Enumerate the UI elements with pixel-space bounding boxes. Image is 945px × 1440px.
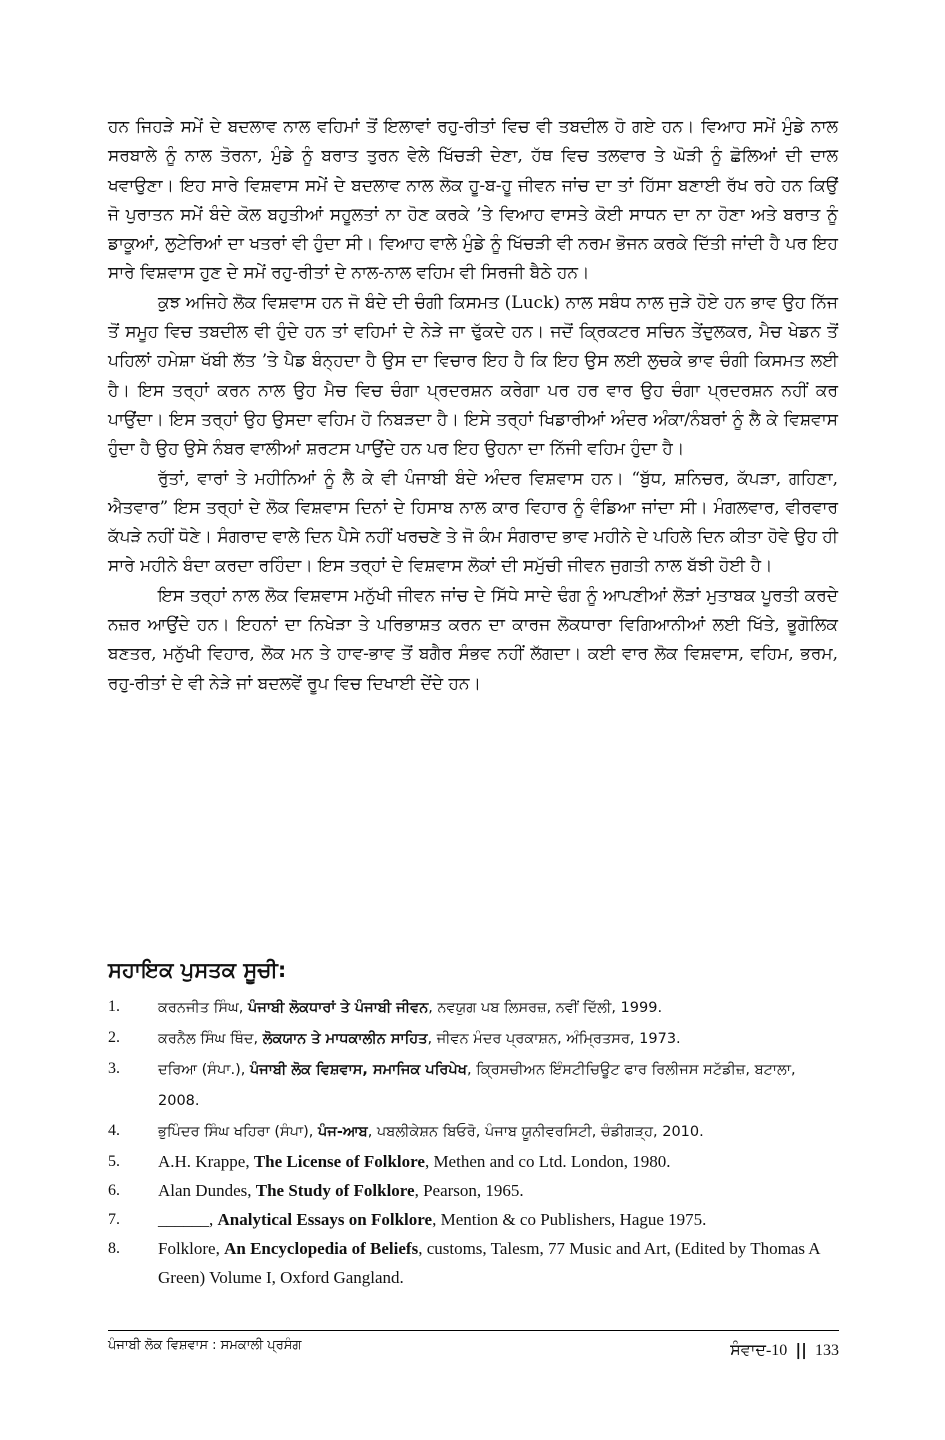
reference-item [108,1023,840,1054]
reference-author: A.H. Krappe, [158,1152,254,1171]
reference-details: , ਕ੍ਰਿਸਚੀਅਨ ਇੰਸਟੀਚਿਊਟ ਫਾਰ ਰਿਲੀਜਸ ਸਟੱਡੀਜ਼, ਬਟਾਲਾ, 2008. [158,1062,796,1109]
reference-author: ਕਰਨਜੀਤ ਸਿੰਘ, [158,1000,248,1016]
reference-title: ਪੰਜ-ਆਬ [318,1124,368,1140]
reference-text [158,1000,662,1016]
reference-title: Analytical Essays on Folklore [217,1210,433,1229]
reference-author: ਦਰਿਆ (ਸੰਪਾ.), [158,1062,250,1078]
reference-number: 1. [108,998,120,1015]
reference-details: , customs, Talesm, 77 Music and Art, (Edited by Thomas A Green) Volume I, Oxford Gangland. [158,1239,820,1287]
paragraph-3: ਰੁੱਤਾਂ, ਵਾਰਾਂ ਤੇ ਮਹੀਨਿਆਂ ਨੂੰ ਲੈ ਕੇ ਵੀ ਪੰਜਾਬੀ ਬੰਦੇ ਅੰਦਰ ਵਿਸ਼ਵਾਸ ਹਨ। “ਬੁੱਧ, ਸ਼ਨਿਚਰ, ਕੱਪੜਾ, ਗਹਿਣਾ, ਐਤਵਾਰ” ਇਸ ਤਰ੍ਹਾਂ ਦੇ ਲੋਕ ਵਿਸ਼ਵਾਸ ਦਿਨਾਂ ਦੇ ਹਿਸਾਬ ਨਾਲ ਕਾਰ ਵਿਹਾਰ ਨੂੰ ਵੰਡਿਆ ਜਾਂਦਾ ਸੀ। ਮੰਗਲਵਾਰ, ਵੀਰਵਾਰ ਕੱਪੜੇ ਨਹੀਂ ਧੋਣੇ। ਸੰਗਰਾਦ ਵਾਲੇ ਦਿਨ ਪੈਸੇ ਨਹੀਂ ਖਰਚਣੇ ਤੇ ਜੋ ਕੰਮ ਸੰਗਰਾਦ ਭਾਵ ਮਹੀਨੇ ਦੇ ਪਹਿਲੇ ਦਿਨ ਕੀਤਾ ਹੋਵੇ ਉਹ ਹੀ ਸਾਰੇ ਮਹੀਨੇ ਬੰਦਾ ਕਰਦਾ ਰਹਿੰਦਾ। ਇਸ ਤਰ੍ਹਾਂ ਦੇ ਵਿਸ਼ਵਾਸ ਲੋਕਾਂ ਦੀ ਸਮੁੱਚੀ ਜੀਵਨ ਜੁਗਤੀ ਨਾਲ ਬੱਝੀ ਹੋਈ ਹੈ। [108,468,838,577]
reference-number: 2. [108,1029,120,1046]
reference-text [158,1124,704,1140]
reference-item [108,1176,840,1205]
reference-number: 4. [108,1122,120,1139]
reference-title: ਲੋਕਯਾਨ ਤੇ ਮਾਧਕਾਲੀਨ ਸਾਹਿਤ [262,1031,428,1047]
reference-title: The Study of Folklore [255,1181,415,1200]
reference-item [108,1116,840,1147]
reference-item [108,1205,840,1234]
reference-details: , ਪਬਲੀਕੇਸ਼ਨ ਬਿਓਰੋ, ਪੰਜਾਬ ਯੂਨੀਵਰਸਿਟੀ, ਚੰਡੀਗੜ੍ਹ, 2010. [367,1124,704,1140]
reference-title: ਪੰਜਾਬੀ ਲੋਕ ਵਿਸ਼ਵਾਸ, ਸਮਾਜਿਕ ਪਰਿਪੇਖ [249,1062,467,1078]
reference-author: Folklore, [158,1239,225,1258]
reference-author: ਭੁਪਿੰਦਰ ਸਿੰਘ ਖਹਿਰਾ (ਸੰਪਾ), [158,1124,319,1140]
reference-number: 6. [108,1182,120,1199]
reference-number: 5. [108,1153,120,1170]
reference-number: 3. [108,1060,120,1077]
reference-title: An Encyclopedia of Beliefs [224,1239,419,1258]
reference-text [158,1152,670,1171]
reference-details: , Mention & co Publishers, Hague 1975. [432,1210,707,1229]
reference-details: , ਨਵਯੁਗ ਪਬ ਲਿਸਰਜ਼, ਨਵੀਂ ਦਿੱਲੀ, 1999. [428,1000,663,1016]
reference-item [108,992,840,1023]
paragraph-2: ਕੁਝ ਅਜਿਹੇ ਲੋਕ ਵਿਸ਼ਵਾਸ ਹਨ ਜੋ ਬੰਦੇ ਦੀ ਚੰਗੀ ਕਿਸਮਤ (Luck) ਨਾਲ ਸਬੰਧ ਨਾਲ ਜੁੜੇ ਹੋਏ ਹਨ ਭਾਵ ਉਹ ਨਿੱਜ ਤੋਂ ਸਮੂਹ ਵਿਚ ਤਬਦੀਲ ਵੀ ਹੁੰਦੇ ਹਨ ਤਾਂ ਵਹਿਮਾਂ ਦੇ ਨੇੜੇ ਜਾ ਢੁੱਕਦੇ ਹਨ। ਜਦੋਂ ਕ੍ਰਿਕਟਰ ਸਚਿਨ ਤੇਂਦੁਲਕਰ, ਮੈਚ ਖੇਡਨ ਤੋਂ ਪਹਿਲਾਂ ਹਮੇਸ਼ਾ ਖੱਬੀ ਲੱਤ ’ਤੇ ਪੈਡ ਬੰਨ੍ਹਦਾ ਹੈ ਉਸ ਦਾ ਵਿਚਾਰ ਇਹ ਹੈ ਕਿ ਇਹ ਉਸ ਲਈ ਲੁਚਕੇ ਭਾਵ ਚੰਗੀ ਕਿਸਮਤ ਲਈ ਹੈ। ਇਸ ਤਰ੍ਹਾਂ ਕਰਨ ਨਾਲ ਉਹ ਮੈਚ ਵਿਚ ਚੰਗਾ ਪ੍ਰਦਰਸ਼ਨ ਕਰੇਗਾ ਪਰ ਹਰ ਵਾਰ ਉਹ ਚੰਗਾ ਪ੍ਰਦਰਸ਼ਨ ਨਹੀਂ ਕਰ ਪਾਉਂਦਾ। ਇਸ ਤਰ੍ਹਾਂ ਉਹ ਉਸਦਾ ਵਹਿਮ ਹੋ ਨਿਬੜਦਾ ਹੈ। ਇਸੇ ਤਰ੍ਹਾਂ ਖਿਡਾਰੀਆਂ ਅੰਦਰ ਅੰਕਾ/ਨੰਬਰਾਂ ਨੂੰ ਲੈ ਕੇ ਵਿਸ਼ਵਾਸ ਹੁੰਦਾ ਹੈ ਉਹ ਉਸੇ ਨੰਬਰ ਵਾਲੀਆਂ ਸ਼ਰਟਸ ਪਾਉਂਦੇ ਹਨ ਪਰ ਇਹ ਉਹਨਾ ਦਾ ਨਿੱਜੀ ਵਹਿਮ ਹੁੰਦਾ ਹੈ। [108,292,838,460]
reference-details: , Methen and co Ltd. London, 1980. [424,1152,671,1171]
reference-details: , ਜੀਵਨ ਮੰਦਰ ਪ੍ਰਕਾਸ਼ਨ, ਅੰਮ੍ਰਿਤਸਰ, 1973. [427,1031,681,1047]
reference-item [108,1234,840,1292]
reference-text [158,1031,681,1047]
reference-text [158,1181,524,1200]
reference-author: Alan Dundes, [158,1181,256,1200]
paragraph-4: ਇਸ ਤਰ੍ਹਾਂ ਨਾਲ ਲੋਕ ਵਿਸ਼ਵਾਸ ਮਨੁੱਖੀ ਜੀਵਨ ਜਾਂਚ ਦੇ ਸਿੱਧੇ ਸਾਦੇ ਢੰਗ ਨੂੰ ਆਪਣੀਆਂ ਲੋੜਾਂ ਮੁਤਾਬਕ ਪੂਰਤੀ ਕਰਦੇ ਨਜ਼ਰ ਆਉਂਦੇ ਹਨ। ਇਹਨਾਂ ਦਾ ਨਿਖੇੜਾ ਤੇ ਪਰਿਭਾਸ਼ਤ ਕਰਨ ਦਾ ਕਾਰਜ ਲੋਕਧਾਰਾ ਵਿਗਿਆਨੀਆਂ ਲਈ ਖਿੱਤੇ, ਭੂਗੋਲਿਕ ਬਣਤਰ, ਮਨੁੱਖੀ ਵਿਹਾਰ, ਲੋਕ ਮਨ ਤੇ ਹਾਵ-ਭਾਵ ਤੋਂ ਬਗੈਰ ਸੰਭਵ ਨਹੀਂ ਲੱਗਦਾ। ਕਈ ਵਾਰ ਲੋਕ ਵਿਸ਼ਵਾਸ, ਵਹਿਮ, ਭਰਮ, ਰਹੁ-ਰੀਤਾਂ ਦੇ ਵੀ ਨੇੜੇ ਜਾਂ ਬਦਲਵੇਂ ਰੂਪ ਵਿਚ ਦਿਖਾਈ ਦੇਂਦੇ ਹਨ। [108,585,838,694]
footer-rule [108,1330,839,1331]
reference-title: ਪੰਜਾਬੀ ਲੋਕਧਾਰਾਂ ਤੇ ਪੰਜਾਬੀ ਜੀਵਨ [248,1000,429,1016]
reference-number: 7. [108,1211,120,1228]
footer-separator: || [795,1340,807,1359]
body-text [108,113,838,699]
reference-details: , Pearson, 1965. [414,1181,524,1200]
footer-page-info [730,1340,839,1360]
journal-issue: ਸੰਵਾਦ-10 [730,1342,788,1359]
paragraph-1: ਹਨ ਜਿਹੜੇ ਸਮੇਂ ਦੇ ਬਦਲਾਵ ਨਾਲ ਵਹਿਮਾਂ ਤੋਂ ਇਲਾਵਾਂ ਰਹੁ-ਰੀਤਾਂ ਵਿਚ ਵੀ ਤਬਦੀਲ ਹੋ ਗਏ ਹਨ। ਵਿਆਹ ਸਮੇਂ ਮੁੰਡੇ ਨਾਲ ਸਰਬਾਲੇ ਨੂੰ ਨਾਲ ਤੋਰਨਾ, ਮੁੰਡੇ ਨੂੰ ਬਰਾਤ ਤੁਰਨ ਵੇਲੇ ਖਿੱਚੜੀ ਦੇਣਾ, ਹੱਥ ਵਿਚ ਤਲਵਾਰ ਤੇ ਘੋੜੀ ਨੂੰ ਛੋਲਿਆਂ ਦੀ ਦਾਲ ਖਵਾਉਣਾ। ਇਹ ਸਾਰੇ ਵਿਸ਼ਵਾਸ ਸਮੇਂ ਦੇ ਬਦਲਾਵ ਨਾਲ ਲੋਕ ਹੂ-ਬ-ਹੂ ਜੀਵਨ ਜਾਂਚ ਦਾ ਤਾਂ ਹਿੱਸਾ ਬਣਾਈ ਰੱਖ ਰਹੇ ਹਨ ਕਿਉਂ ਜੋ ਪੁਰਾਤਨ ਸਮੇਂ ਬੰਦੇ ਕੋਲ ਬਹੁਤੀਆਂ ਸਹੂਲਤਾਂ ਨਾ ਹੋਣ ਕਰਕੇ ’ਤੇ ਵਿਆਹ ਵਾਸਤੇ ਕੋਈ ਸਾਧਨ ਦਾ ਨਾ ਹੋਣਾ ਅਤੇ ਬਰਾਤ ਨੂੰ ਡਾਕੂਆਂ, ਲੁਟੇਰਿਆਂ ਦਾ ਖਤਰਾਂ ਵੀ ਹੁੰਦਾ ਸੀ। ਵਿਆਹ ਵਾਲੇ ਮੁੰਡੇ ਨੂੰ ਖਿੱਚੜੀ ਵੀ ਨਰਮ ਭੋਜਨ ਕਰਕੇ ਦਿੱਤੀ ਜਾਂਦੀ ਹੈ ਪਰ ਇਹ ਸਾਰੇ ਵਿਸ਼ਵਾਸ ਹੁਣ ਦੇ ਸਮੇਂ ਰਹੁ-ਰੀਤਾਂ ਦੇ ਨਾਲ-ਨਾਲ ਵਹਿਮ ਵੀ ਸਿਰਜੀ ਬੈਠੇ ਹਨ। [108,117,838,284]
reference-title: The License of Folklore [253,1152,425,1171]
references-heading: ਸਹਾਇਕ ਪੁਸਤਕ ਸੂਚੀ: [108,958,287,982]
reference-text [158,1210,706,1229]
reference-text [158,1239,820,1287]
reference-text [158,1062,796,1109]
page-number: 133 [815,1342,839,1359]
reference-list [108,992,840,1292]
reference-item [108,1147,840,1176]
reference-number: 8. [108,1240,120,1257]
footer-running-title: ਪੰਜਾਬੀ ਲੋਕ ਵਿਸ਼ਵਾਸ : ਸਮਕਾਲੀ ਪ੍ਰਸੰਗ [108,1338,302,1353]
reference-item [108,1054,840,1116]
reference-author: ______, [158,1210,218,1229]
reference-author: ਕਰਨੈਲ ਸਿੰਘ ਥਿੰਦ, [158,1031,263,1047]
